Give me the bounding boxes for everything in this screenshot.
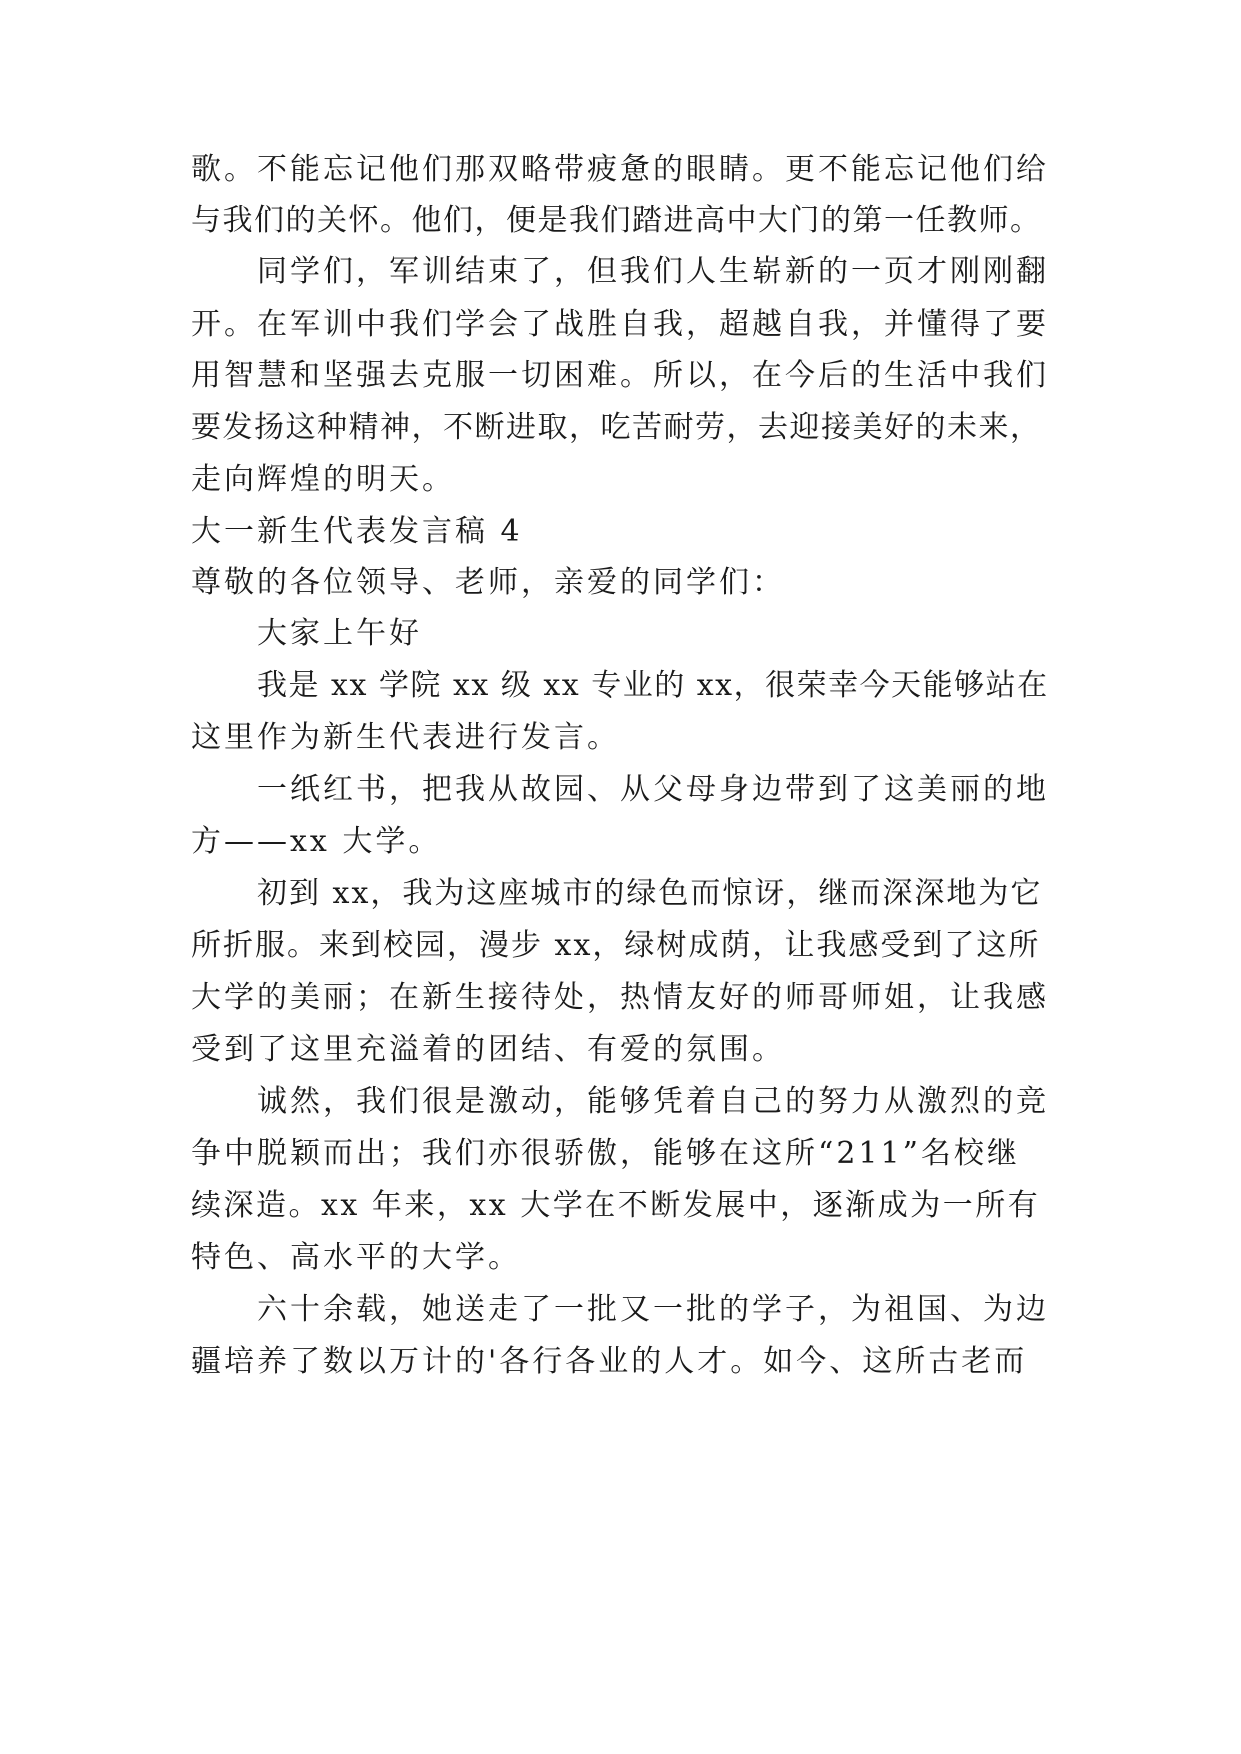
text-line: 特色、高水平的大学。 [191,1240,521,1275]
text-line: 我是 xx 学院 xx 级 xx 专业的 xx，很荣幸今天能够站在 [257,668,1049,703]
text-line: 诚然，我们很是激动，能够凭着自己的努力从激烈的竞 [257,1084,1049,1119]
text-line: 续深造。xx 年来，xx 大学在不断发展中，逐渐成为一所有 [191,1188,1041,1223]
section-heading: 大一新生代表发言稿 4 [191,514,523,549]
text-line: 初到 xx，我为这座城市的绿色而惊讶，继而深深地为它 [257,876,1043,911]
salutation: 尊敬的各位领导、老师，亲爱的同学们： [191,565,785,600]
text-line: 开。在军训中我们学会了战胜自我，超越自我，并懂得了要 [191,307,1049,342]
text-line: 同学们，军训结束了，但我们人生崭新的一页才刚刚翻 [257,254,1049,289]
text-line: 大学的美丽；在新生接待处，热情友好的师哥师姐，让我感 [191,980,1049,1015]
text-line: 六十余载，她送走了一批又一批的学子，为祖国、为边 [257,1292,1049,1327]
text-line: 争中脱颖而出；我们亦很骄傲，能够在这所“211”名校继 [191,1136,1020,1171]
text-line: 与我们的关怀。他们，便是我们踏进高中大门的第一任教师。 [191,203,1042,238]
text-line: 疆培养了数以万计的'各行各业的人才。如今、这所古老而 [191,1344,1028,1379]
text-line: 一纸红书，把我从故园、从父母身边带到了这美丽的地 [257,772,1049,807]
text-line: 这里作为新生代表进行发言。 [191,720,620,755]
text-line: 所折服。来到校园，漫步 xx，绿树成荫，让我感受到了这所 [191,928,1041,963]
text-line: 用智慧和坚强去克服一切困难。所以，在今后的生活中我们 [191,358,1049,393]
text-line: 走向辉煌的明天。 [191,462,455,497]
text-line: 受到了这里充溢着的团结、有爱的氛围。 [191,1032,785,1067]
text-line: 歌。不能忘记他们那双略带疲惫的眼睛。更不能忘记他们给 [191,152,1049,187]
greeting: 大家上午好 [257,616,422,651]
text-line: 方——xx 大学。 [191,824,442,859]
text-line: 要发扬这种精神，不断进取，吃苦耐劳，去迎接美好的未来， [191,410,1042,445]
